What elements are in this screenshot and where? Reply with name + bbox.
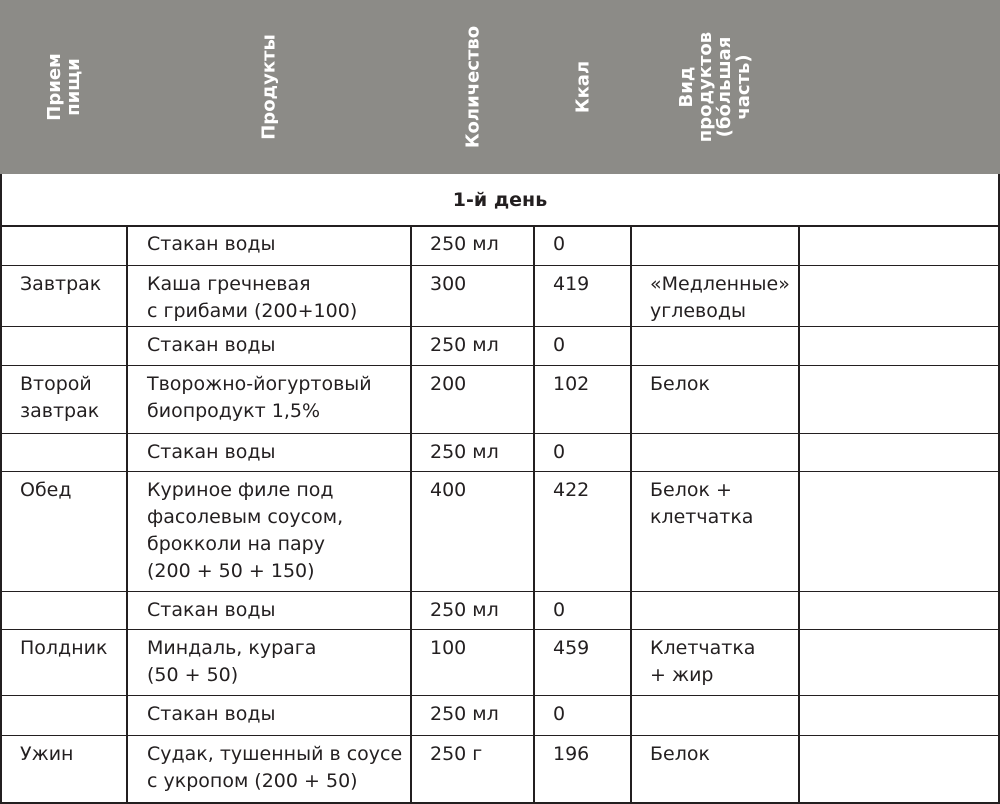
header-meal — [0, 0, 127, 174]
meal-cell: Завтрак — [20, 273, 102, 295]
product-cell: Миндаль, курага (50 + 50) — [147, 637, 317, 686]
kcal-cell: 0 — [553, 703, 566, 725]
table-border-left — [0, 174, 2, 804]
kcal-cell: 0 — [553, 334, 566, 356]
meal-cell: Ужин — [20, 743, 74, 765]
row-divider — [0, 471, 1000, 472]
kcal-cell: 102 — [553, 373, 590, 395]
kcal-cell: 422 — [553, 479, 590, 501]
product-cell: Куриное филе под фасолевым соусом, брокколи на пару (200 + 50 + 150) — [147, 479, 344, 582]
row-divider — [0, 265, 1000, 266]
table-body — [0, 174, 1000, 804]
amount-cell: 100 — [430, 637, 467, 659]
kcal-cell: 196 — [553, 743, 590, 765]
product-cell: Судак, тушенный в соусе с укропом (200 + 50) — [147, 743, 403, 792]
amount-cell: 400 — [430, 479, 467, 501]
type-cell: Белок + клетчатка — [650, 479, 754, 528]
meal-cell: Полдник — [20, 637, 108, 659]
product-cell: Каша гречневая с грибами (200+100) — [147, 273, 358, 322]
row-divider — [0, 365, 1000, 366]
column-divider — [630, 226, 632, 804]
meal-cell: Второй завтрак — [20, 373, 100, 422]
header-meal-label: Прием пищи — [43, 53, 84, 121]
table-header — [0, 0, 1000, 174]
header-type-label: Вид продуктов (бóльшая часть) — [676, 31, 754, 143]
kcal-cell: 0 — [553, 233, 566, 255]
header-type — [631, 0, 799, 174]
amount-cell: 250 мл — [430, 703, 499, 725]
column-divider — [798, 226, 800, 804]
header-amount — [411, 0, 534, 174]
type-cell: Белок — [650, 373, 710, 395]
amount-cell: 250 мл — [430, 441, 499, 463]
row-divider — [0, 433, 1000, 434]
row-divider — [0, 326, 1000, 327]
amount-cell: 250 мл — [430, 599, 499, 621]
column-divider — [533, 226, 535, 804]
product-cell: Стакан воды — [147, 599, 276, 621]
amount-cell: 200 — [430, 373, 467, 395]
kcal-cell: 0 — [553, 599, 566, 621]
product-cell: Стакан воды — [147, 703, 276, 725]
kcal-cell: 459 — [553, 637, 590, 659]
row-divider — [0, 591, 1000, 592]
header-products-label: Продукты — [258, 34, 280, 140]
day-heading: 1-й день — [452, 189, 548, 211]
amount-cell: 250 мл — [430, 334, 499, 356]
product-cell: Стакан воды — [147, 233, 276, 255]
row-divider — [0, 695, 1000, 696]
type-cell: «Медленные» углеводы — [650, 273, 790, 322]
header-kcal-label: Ккал — [572, 60, 593, 114]
header-products — [127, 0, 411, 174]
product-cell: Творожно-йогуртовый биопродукт 1,5% — [147, 373, 372, 422]
type-cell: Белок — [650, 743, 710, 765]
kcal-cell: 0 — [553, 441, 566, 463]
column-divider — [126, 226, 128, 804]
header-amount-label: Количество — [462, 25, 483, 149]
amount-cell: 250 г — [430, 743, 483, 765]
amount-cell: 250 мл — [430, 233, 499, 255]
row-divider — [0, 735, 1000, 736]
amount-cell: 300 — [430, 273, 467, 295]
kcal-cell: 419 — [553, 273, 590, 295]
product-cell: Стакан воды — [147, 334, 276, 356]
product-cell: Стакан воды — [147, 441, 276, 463]
day-separator — [0, 225, 1000, 227]
type-cell: Клетчатка + жир — [650, 637, 756, 686]
row-divider — [0, 629, 1000, 630]
column-divider — [410, 226, 412, 804]
header-kcal — [534, 0, 631, 174]
meal-cell: Обед — [20, 479, 72, 501]
